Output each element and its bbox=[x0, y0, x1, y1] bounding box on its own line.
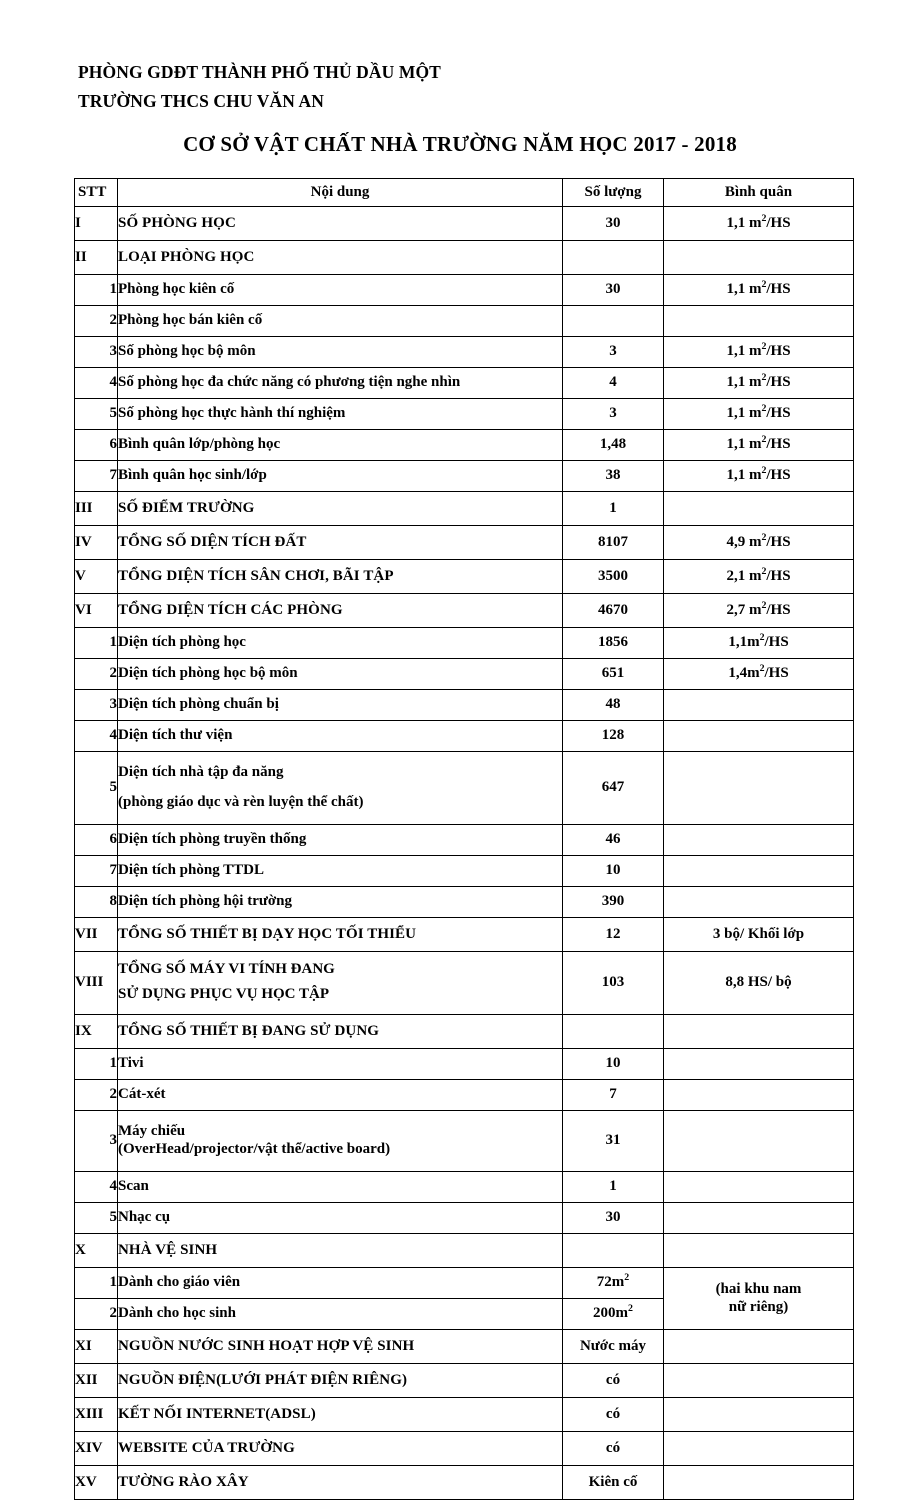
row-index-cell: 6 bbox=[75, 430, 118, 461]
table-row bbox=[75, 1015, 854, 1049]
row-index-cell: VI bbox=[75, 594, 118, 628]
row-quantity-cell: 12 bbox=[563, 918, 664, 952]
row-quantity-cell: $200m^2$ bbox=[563, 1299, 664, 1330]
row-index-cell: 3 bbox=[75, 337, 118, 368]
table-row bbox=[75, 430, 854, 461]
row-average-cell bbox=[664, 1172, 854, 1203]
table-row bbox=[75, 275, 854, 306]
row-label-cell: Diện tích phòng truyền thống bbox=[118, 825, 563, 856]
row-average-cell bbox=[664, 721, 854, 752]
row-quantity-cell: 30 bbox=[563, 275, 664, 306]
org-line-school: TRƯỜNG THCS CHU VĂN AN bbox=[78, 91, 324, 111]
table-row bbox=[75, 461, 854, 492]
row-quantity-cell bbox=[563, 306, 664, 337]
row-quantity-cell: $72m^2$ bbox=[563, 1268, 664, 1299]
row-average-cell bbox=[664, 887, 854, 918]
row-label-cell: TỔNG DIỆN TÍCH SÂN CHƠI, BÃI TẬP bbox=[118, 560, 563, 594]
row-index-cell: XII bbox=[75, 1364, 118, 1398]
row-index-cell: 3 bbox=[75, 1111, 118, 1172]
row-index-cell: III bbox=[75, 492, 118, 526]
row-label-cell: Nhạc cụ bbox=[118, 1203, 563, 1234]
row-label-cell: Diện tích phòng học bbox=[118, 628, 563, 659]
table-row bbox=[75, 825, 854, 856]
row-average-cell bbox=[664, 1111, 854, 1172]
table-row bbox=[75, 659, 854, 690]
row-label-cell: Số phòng học bộ môn bbox=[118, 337, 563, 368]
row-label-cell: Diện tích phòng học bộ môn bbox=[118, 659, 563, 690]
table-row bbox=[75, 1398, 854, 1432]
page-title: CƠ SỞ VẬT CHẤT NHÀ TRƯỜNG NĂM HỌC 2017 - 2018 bbox=[183, 132, 737, 156]
row-label-cell: SỐ PHÒNG HỌC bbox=[118, 207, 563, 241]
row-label-cell: LOẠI PHÒNG HỌC bbox=[118, 241, 563, 275]
table-row bbox=[75, 1049, 854, 1080]
row-quantity-cell: 128 bbox=[563, 721, 664, 752]
row-index-cell: 4 bbox=[75, 368, 118, 399]
row-index-cell: V bbox=[75, 560, 118, 594]
row-index-cell: 2 bbox=[75, 659, 118, 690]
table-row bbox=[75, 1432, 854, 1466]
row-average-cell: 1,1 $m^2/HS$ bbox=[664, 337, 854, 368]
row-index-cell: 3 bbox=[75, 690, 118, 721]
row-label-cell: Tivi bbox=[118, 1049, 563, 1080]
row-label-cell: TỔNG SỐ THIẾT BỊ ĐANG SỬ DỤNG bbox=[118, 1015, 563, 1049]
row-average-cell bbox=[664, 1080, 854, 1111]
row-quantity-cell: 103 bbox=[563, 952, 664, 1015]
row-index-cell: 4 bbox=[75, 1172, 118, 1203]
row-quantity-cell: 1,48 bbox=[563, 430, 664, 461]
row-average-cell: 1,1 $m^2/HS$ bbox=[664, 461, 854, 492]
table-row bbox=[75, 492, 854, 526]
row-label-cell: Scan bbox=[118, 1172, 563, 1203]
table-row bbox=[75, 1203, 854, 1234]
table-row bbox=[75, 1111, 854, 1172]
row-quantity-cell: 10 bbox=[563, 1049, 664, 1080]
facilities-table bbox=[74, 178, 854, 1500]
row-average-cell bbox=[664, 1234, 854, 1268]
row-average-cell bbox=[664, 492, 854, 526]
facilities-table-wrapper bbox=[74, 178, 853, 1500]
row-label-cell: Cát-xét bbox=[118, 1080, 563, 1111]
row-quantity-cell: có bbox=[563, 1398, 664, 1432]
row-quantity-cell: 48 bbox=[563, 690, 664, 721]
row-quantity-cell: 1 bbox=[563, 1172, 664, 1203]
row-index-cell: 7 bbox=[75, 856, 118, 887]
row-average-cell bbox=[664, 752, 854, 825]
row-index-cell: 2 bbox=[75, 1299, 118, 1330]
table-body bbox=[75, 179, 854, 1500]
row-index-cell: 6 bbox=[75, 825, 118, 856]
row-index-cell: VIII bbox=[75, 952, 118, 1015]
row-average-cell: 1,1 $m^2/HS$ bbox=[664, 430, 854, 461]
row-label-cell: Số phòng học đa chức năng có phương tiện nghe nhìn bbox=[118, 368, 563, 399]
row-label-cell: Diện tích phòng TTDL bbox=[118, 856, 563, 887]
row-quantity-cell: có bbox=[563, 1432, 664, 1466]
row-average-cell: 4,9 $m^2/HS$ bbox=[664, 526, 854, 560]
row-quantity-cell: 10 bbox=[563, 856, 664, 887]
row-label-cell: Phòng học kiên cố bbox=[118, 275, 563, 306]
row-index-cell: XI bbox=[75, 1330, 118, 1364]
row-index-cell: 1 bbox=[75, 1268, 118, 1299]
row-index-cell: 5 bbox=[75, 1203, 118, 1234]
row-label-cell: Bình quân lớp/phòng học bbox=[118, 430, 563, 461]
row-average-cell bbox=[664, 241, 854, 275]
row-average-cell bbox=[664, 1364, 854, 1398]
table-row bbox=[75, 241, 854, 275]
row-index-cell: 5 bbox=[75, 399, 118, 430]
row-quantity-cell: Kiên cố bbox=[563, 1466, 664, 1500]
column-header-binh-quan: Bình quân bbox=[664, 179, 854, 207]
row-label-cell: NGUỒN ĐIỆN(LƯỚI PHÁT ĐIỆN RIÊNG) bbox=[118, 1364, 563, 1398]
table-row bbox=[75, 337, 854, 368]
row-average-cell bbox=[664, 1203, 854, 1234]
row-average-cell: 1,1 $m^2/HS$ bbox=[664, 368, 854, 399]
row-label-cell: WEBSITE CỦA TRƯỜNG bbox=[118, 1432, 563, 1466]
row-index-cell: XV bbox=[75, 1466, 118, 1500]
table-header-row bbox=[75, 179, 854, 207]
table-row bbox=[75, 1268, 854, 1299]
row-label-cell: TƯỜNG RÀO XÂY bbox=[118, 1466, 563, 1500]
row-index-cell: 1 bbox=[75, 1049, 118, 1080]
table-row bbox=[75, 721, 854, 752]
row-label-cell: TỔNG DIỆN TÍCH CÁC PHÒNG bbox=[118, 594, 563, 628]
table-row bbox=[75, 1172, 854, 1203]
row-label-cell: Bình quân học sinh/lớp bbox=[118, 461, 563, 492]
row-label-cell: Diện tích nhà tập đa năng (phòng giáo dục và rèn luyện thể chất) bbox=[118, 752, 563, 825]
row-label-cell: Diện tích thư viện bbox=[118, 721, 563, 752]
table-row bbox=[75, 1330, 854, 1364]
org-header bbox=[78, 58, 838, 116]
table-row bbox=[75, 207, 854, 241]
column-header-so-luong: Số lượng bbox=[563, 179, 664, 207]
table-row bbox=[75, 952, 854, 1015]
row-index-cell: 8 bbox=[75, 887, 118, 918]
row-label-cell: NHÀ VỆ SINH bbox=[118, 1234, 563, 1268]
row-average-cell: (hai khu nam nữ riêng) bbox=[664, 1268, 854, 1330]
row-quantity-cell: 3 bbox=[563, 337, 664, 368]
table-row bbox=[75, 1080, 854, 1111]
row-index-cell: IX bbox=[75, 1015, 118, 1049]
row-average-cell bbox=[664, 825, 854, 856]
row-quantity-cell: 7 bbox=[563, 1080, 664, 1111]
table-row bbox=[75, 887, 854, 918]
row-index-cell: VII bbox=[75, 918, 118, 952]
row-index-cell: 2 bbox=[75, 306, 118, 337]
row-label-cell: TỔNG SỐ MÁY VI TÍNH ĐANG SỬ DỤNG PHỤC VỤ HỌC TẬP bbox=[118, 952, 563, 1015]
row-index-cell: 1 bbox=[75, 628, 118, 659]
row-index-cell: X bbox=[75, 1234, 118, 1268]
row-index-cell: IV bbox=[75, 526, 118, 560]
row-label-cell: KẾT NỐI INTERNET(ADSL) bbox=[118, 1398, 563, 1432]
row-average-cell: $1,1m^2/HS$ bbox=[664, 628, 854, 659]
row-label-cell: TỔNG SỐ DIỆN TÍCH ĐẤT bbox=[118, 526, 563, 560]
row-index-cell: 1 bbox=[75, 275, 118, 306]
row-label-cell: Dành cho giáo viên bbox=[118, 1268, 563, 1299]
row-average-cell: 1,1 $m^2/HS$ bbox=[664, 275, 854, 306]
row-quantity-cell bbox=[563, 1015, 664, 1049]
row-quantity-cell: 647 bbox=[563, 752, 664, 825]
row-average-cell bbox=[664, 1432, 854, 1466]
row-quantity-cell: 390 bbox=[563, 887, 664, 918]
row-quantity-cell: 30 bbox=[563, 207, 664, 241]
row-average-cell bbox=[664, 856, 854, 887]
row-index-cell: II bbox=[75, 241, 118, 275]
row-quantity-cell: 1856 bbox=[563, 628, 664, 659]
row-average-cell: 2,7 $m^2/HS$ bbox=[664, 594, 854, 628]
row-average-cell bbox=[664, 1015, 854, 1049]
row-average-cell: 8,8 HS/ bộ bbox=[664, 952, 854, 1015]
row-label-cell: SỐ ĐIỂM TRƯỜNG bbox=[118, 492, 563, 526]
row-average-cell bbox=[664, 1398, 854, 1432]
row-index-cell: XIV bbox=[75, 1432, 118, 1466]
row-quantity-cell: 38 bbox=[563, 461, 664, 492]
table-row bbox=[75, 1466, 854, 1500]
table-row bbox=[75, 1364, 854, 1398]
table-row bbox=[75, 560, 854, 594]
row-index-cell: 7 bbox=[75, 461, 118, 492]
row-label-cell: Dành cho học sinh bbox=[118, 1299, 563, 1330]
row-quantity-cell: Nước máy bbox=[563, 1330, 664, 1364]
row-label-cell: Số phòng học thực hành thí nghiệm bbox=[118, 399, 563, 430]
row-average-cell: 2,1 $m^2/HS$ bbox=[664, 560, 854, 594]
row-index-cell: I bbox=[75, 207, 118, 241]
row-average-cell: $1,4m^2/HS$ bbox=[664, 659, 854, 690]
table-row bbox=[75, 752, 854, 825]
row-quantity-cell bbox=[563, 241, 664, 275]
row-quantity-cell: 46 bbox=[563, 825, 664, 856]
column-header-noi-dung: Nội dung bbox=[118, 179, 563, 207]
row-quantity-cell: 1 bbox=[563, 492, 664, 526]
row-average-cell: 3 bộ/ Khối lớp bbox=[664, 918, 854, 952]
row-label-cell: Diện tích phòng hội trường bbox=[118, 887, 563, 918]
row-average-cell bbox=[664, 1466, 854, 1500]
row-average-cell bbox=[664, 1049, 854, 1080]
table-row bbox=[75, 628, 854, 659]
row-index-cell: 5 bbox=[75, 752, 118, 825]
row-average-cell bbox=[664, 306, 854, 337]
table-row bbox=[75, 399, 854, 430]
row-quantity-cell: có bbox=[563, 1364, 664, 1398]
row-quantity-cell: 31 bbox=[563, 1111, 664, 1172]
table-row bbox=[75, 368, 854, 399]
row-average-cell: 1,1 $m^2/HS$ bbox=[664, 399, 854, 430]
table-row bbox=[75, 594, 854, 628]
table-row bbox=[75, 856, 854, 887]
row-label-cell: TỔNG SỐ THIẾT BỊ DẠY HỌC TỐI THIỂU bbox=[118, 918, 563, 952]
row-index-cell: 2 bbox=[75, 1080, 118, 1111]
row-quantity-cell: 30 bbox=[563, 1203, 664, 1234]
table-row bbox=[75, 526, 854, 560]
column-header-stt: STT bbox=[75, 179, 118, 207]
row-quantity-cell: 4 bbox=[563, 368, 664, 399]
row-quantity-cell: 3 bbox=[563, 399, 664, 430]
row-label-cell: Phòng học bán kiên cố bbox=[118, 306, 563, 337]
row-label-cell: Máy chiếu (OverHead/projector/vật thể/active board) bbox=[118, 1111, 563, 1172]
row-quantity-cell: 4670 bbox=[563, 594, 664, 628]
row-index-cell: 4 bbox=[75, 721, 118, 752]
row-average-cell bbox=[664, 1330, 854, 1364]
row-quantity-cell: 3500 bbox=[563, 560, 664, 594]
row-average-cell bbox=[664, 690, 854, 721]
table-row bbox=[75, 690, 854, 721]
table-row bbox=[75, 918, 854, 952]
org-line-department: PHÒNG GDĐT THÀNH PHỐ THỦ DẦU MỘT bbox=[78, 62, 441, 82]
table-row bbox=[75, 1234, 854, 1268]
row-label-cell: Diện tích phòng chuẩn bị bbox=[118, 690, 563, 721]
row-quantity-cell bbox=[563, 1234, 664, 1268]
row-index-cell: XIII bbox=[75, 1398, 118, 1432]
table-row bbox=[75, 306, 854, 337]
row-label-cell: NGUỒN NƯỚC SINH HOẠT HỢP VỆ SINH bbox=[118, 1330, 563, 1364]
row-quantity-cell: 651 bbox=[563, 659, 664, 690]
row-average-cell: 1,1 $m^2/HS$ bbox=[664, 207, 854, 241]
row-quantity-cell: 8107 bbox=[563, 526, 664, 560]
